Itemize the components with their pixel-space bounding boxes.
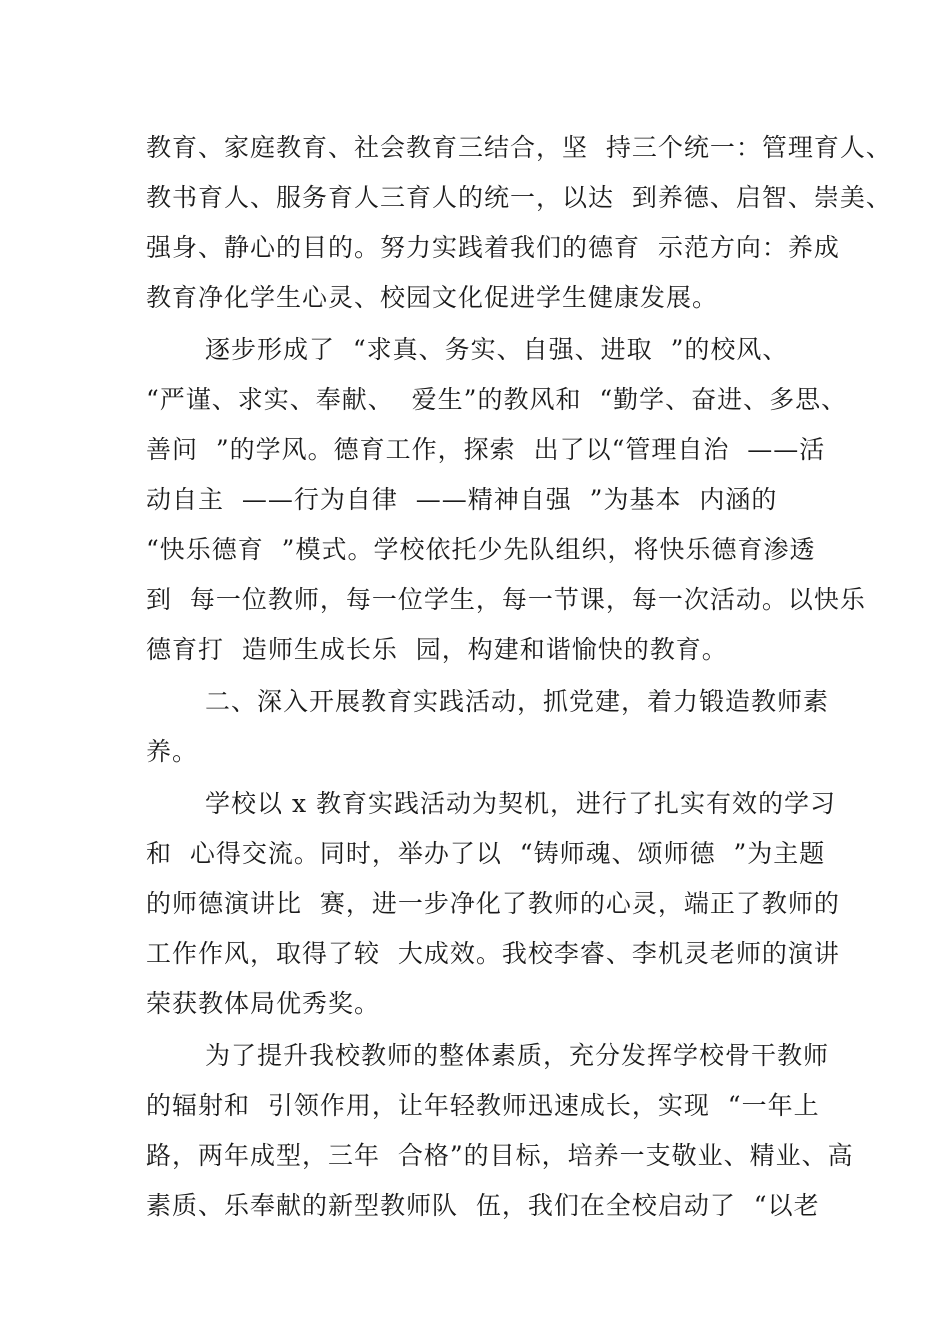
text-line: 和 心得交流。同时，举办了以 “铸师魂、颂师德 ”为主题	[146, 839, 826, 868]
text-line: 教书育人、服务育人三育人的统一，以达 到养德、启智、崇美、	[146, 183, 892, 212]
text-line: 养。	[146, 737, 199, 766]
text-line: 到 每一位教师，每一位学生，每一节课，每一次活动。以快乐	[146, 585, 866, 614]
paragraph-first-line: 逐步形成了 “求真、务实、自强、进取 ”的校风、	[205, 335, 789, 364]
text-line: 动自主 ——行为自律 ——精神自强 ”为基本 内涵的	[146, 485, 778, 514]
text-line: “快乐德育 ”模式。学校依托少先队组织，将快乐德育渗透	[146, 535, 816, 564]
text-line: 德育打 造师生成长乐 园，构建和谐愉快的教育。	[146, 635, 728, 664]
text-line: 工作作风，取得了较 大成效。我校李睿、李机灵老师的演讲	[146, 939, 840, 968]
text-line: 善问 ”的学风。德育工作，探索 出了以“管理自治 ——活	[146, 435, 826, 464]
section-heading: 二、深入开展教育实践活动，抓党建，着力锻造教师素	[205, 687, 830, 716]
text-line: 素质、乐奉献的新型教师队 伍，我们在全校启动了 “以老	[146, 1191, 820, 1220]
text-line: 路，两年成型，三年 合格”的目标，培养一支敬业、精业、高	[146, 1141, 854, 1170]
paragraph-first-line: 为了提升我校教师的整体素质，充分发挥学校骨干教师	[205, 1041, 830, 1070]
text-line: 教育、家庭教育、社会教育三结合，坚 持三个统一：管理育人、	[146, 133, 892, 162]
text-line: 强身、静心的目的。努力实践着我们的德育 示范方向：养成	[146, 233, 840, 262]
text-line: “严谨、求实、奉献、 爱生”的教风和 “勤学、奋进、多思、	[146, 385, 848, 414]
text-line: 的师德演讲比 赛，进一步净化了教师的心灵，端正了教师的	[146, 889, 840, 918]
text-line: 的辐射和 引领作用，让年轻教师迅速成长，实现 “一年上	[146, 1091, 820, 1120]
text-line: 教育净化学生心灵、校园文化促进学生健康发展。	[146, 283, 719, 312]
text-line: 荣获教体局优秀奖。	[146, 989, 381, 1018]
paragraph-first-line: 学校以 x 教育实践活动为契机，进行了扎实有效的学习	[205, 789, 836, 818]
